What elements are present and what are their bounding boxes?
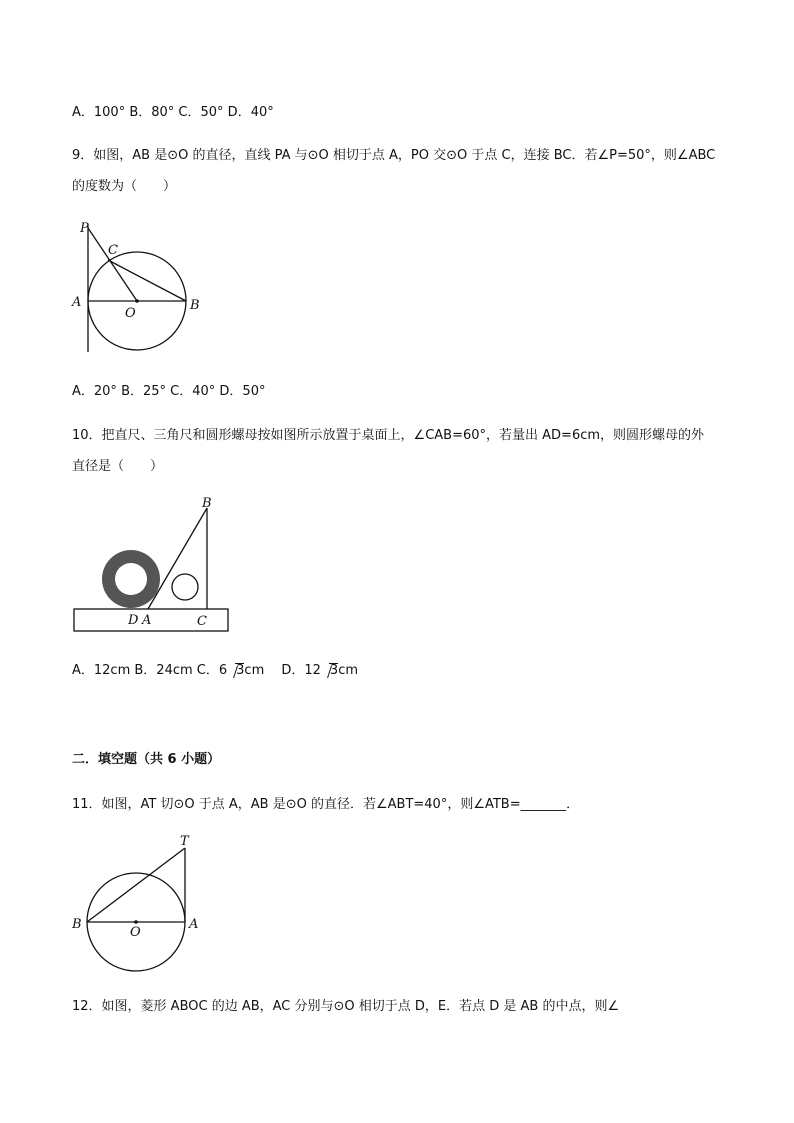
q9-label-a: A (72, 295, 82, 310)
q11-label-t: T (180, 834, 189, 849)
q10-options-mid: cm D．12 (244, 663, 321, 678)
q11-label-b: B (72, 917, 82, 932)
q10-options-suffix: cm (338, 663, 359, 678)
q8-options: A．100° B．80° C．50° D．40° (72, 105, 274, 120)
q10-figure (70, 494, 240, 634)
q9-stem-line1: 9．如图，AB 是⊙O 的直径，直线 PA 与⊙O 相切于点 A，PO 交⊙O 于点 C，连接 BC．若∠P=50°，则∠ABC (72, 148, 716, 163)
q10-stem-line1: 10．把直尺、三角尺和圆形螺母按如图所示放置于桌面上，∠CAB=60°，若量出 AD=6cm，则圆形螺母的外 (72, 428, 705, 443)
q10-stem-line2: 直径是（ ） (72, 459, 164, 474)
q9-label-b: B (190, 298, 200, 313)
q10-root1: 3 (227, 662, 244, 680)
q9-label-o: O (125, 306, 136, 321)
q10-label-c: C (197, 614, 207, 629)
q11-figure (68, 830, 218, 975)
q10-options (72, 662, 358, 680)
q10-label-a: A (142, 613, 152, 628)
q9-label-c: C (108, 243, 118, 258)
q10-label-d: D (128, 613, 139, 628)
q9-stem-line2: 的度数为（ ） (72, 179, 177, 194)
q9-options: A．20° B．25° C．40° D．50° (72, 384, 266, 399)
q11-label-o: O (130, 925, 141, 940)
q12-stem: 12．如图，菱形 ABOC 的边 AB，AC 分别与⊙O 相切于点 D，E．若点 D 是 AB 的中点，则∠ (72, 999, 620, 1014)
q10-options-prefix: A．12cm B．24cm C．6 (72, 663, 228, 678)
q10-label-b: B (202, 496, 212, 511)
q11-label-a: A (189, 917, 199, 932)
q9-figure (68, 220, 208, 360)
q9-label-p: P (80, 221, 89, 236)
q11-stem: 11．如图，AT 切⊙O 于点 A，AB 是⊙O 的直径．若∠ABT=40°，则∠ATB=_______． (72, 797, 580, 812)
q10-root2: 3 (321, 662, 338, 680)
section2-heading: 二．填空题（共 6 小题） (72, 752, 221, 767)
